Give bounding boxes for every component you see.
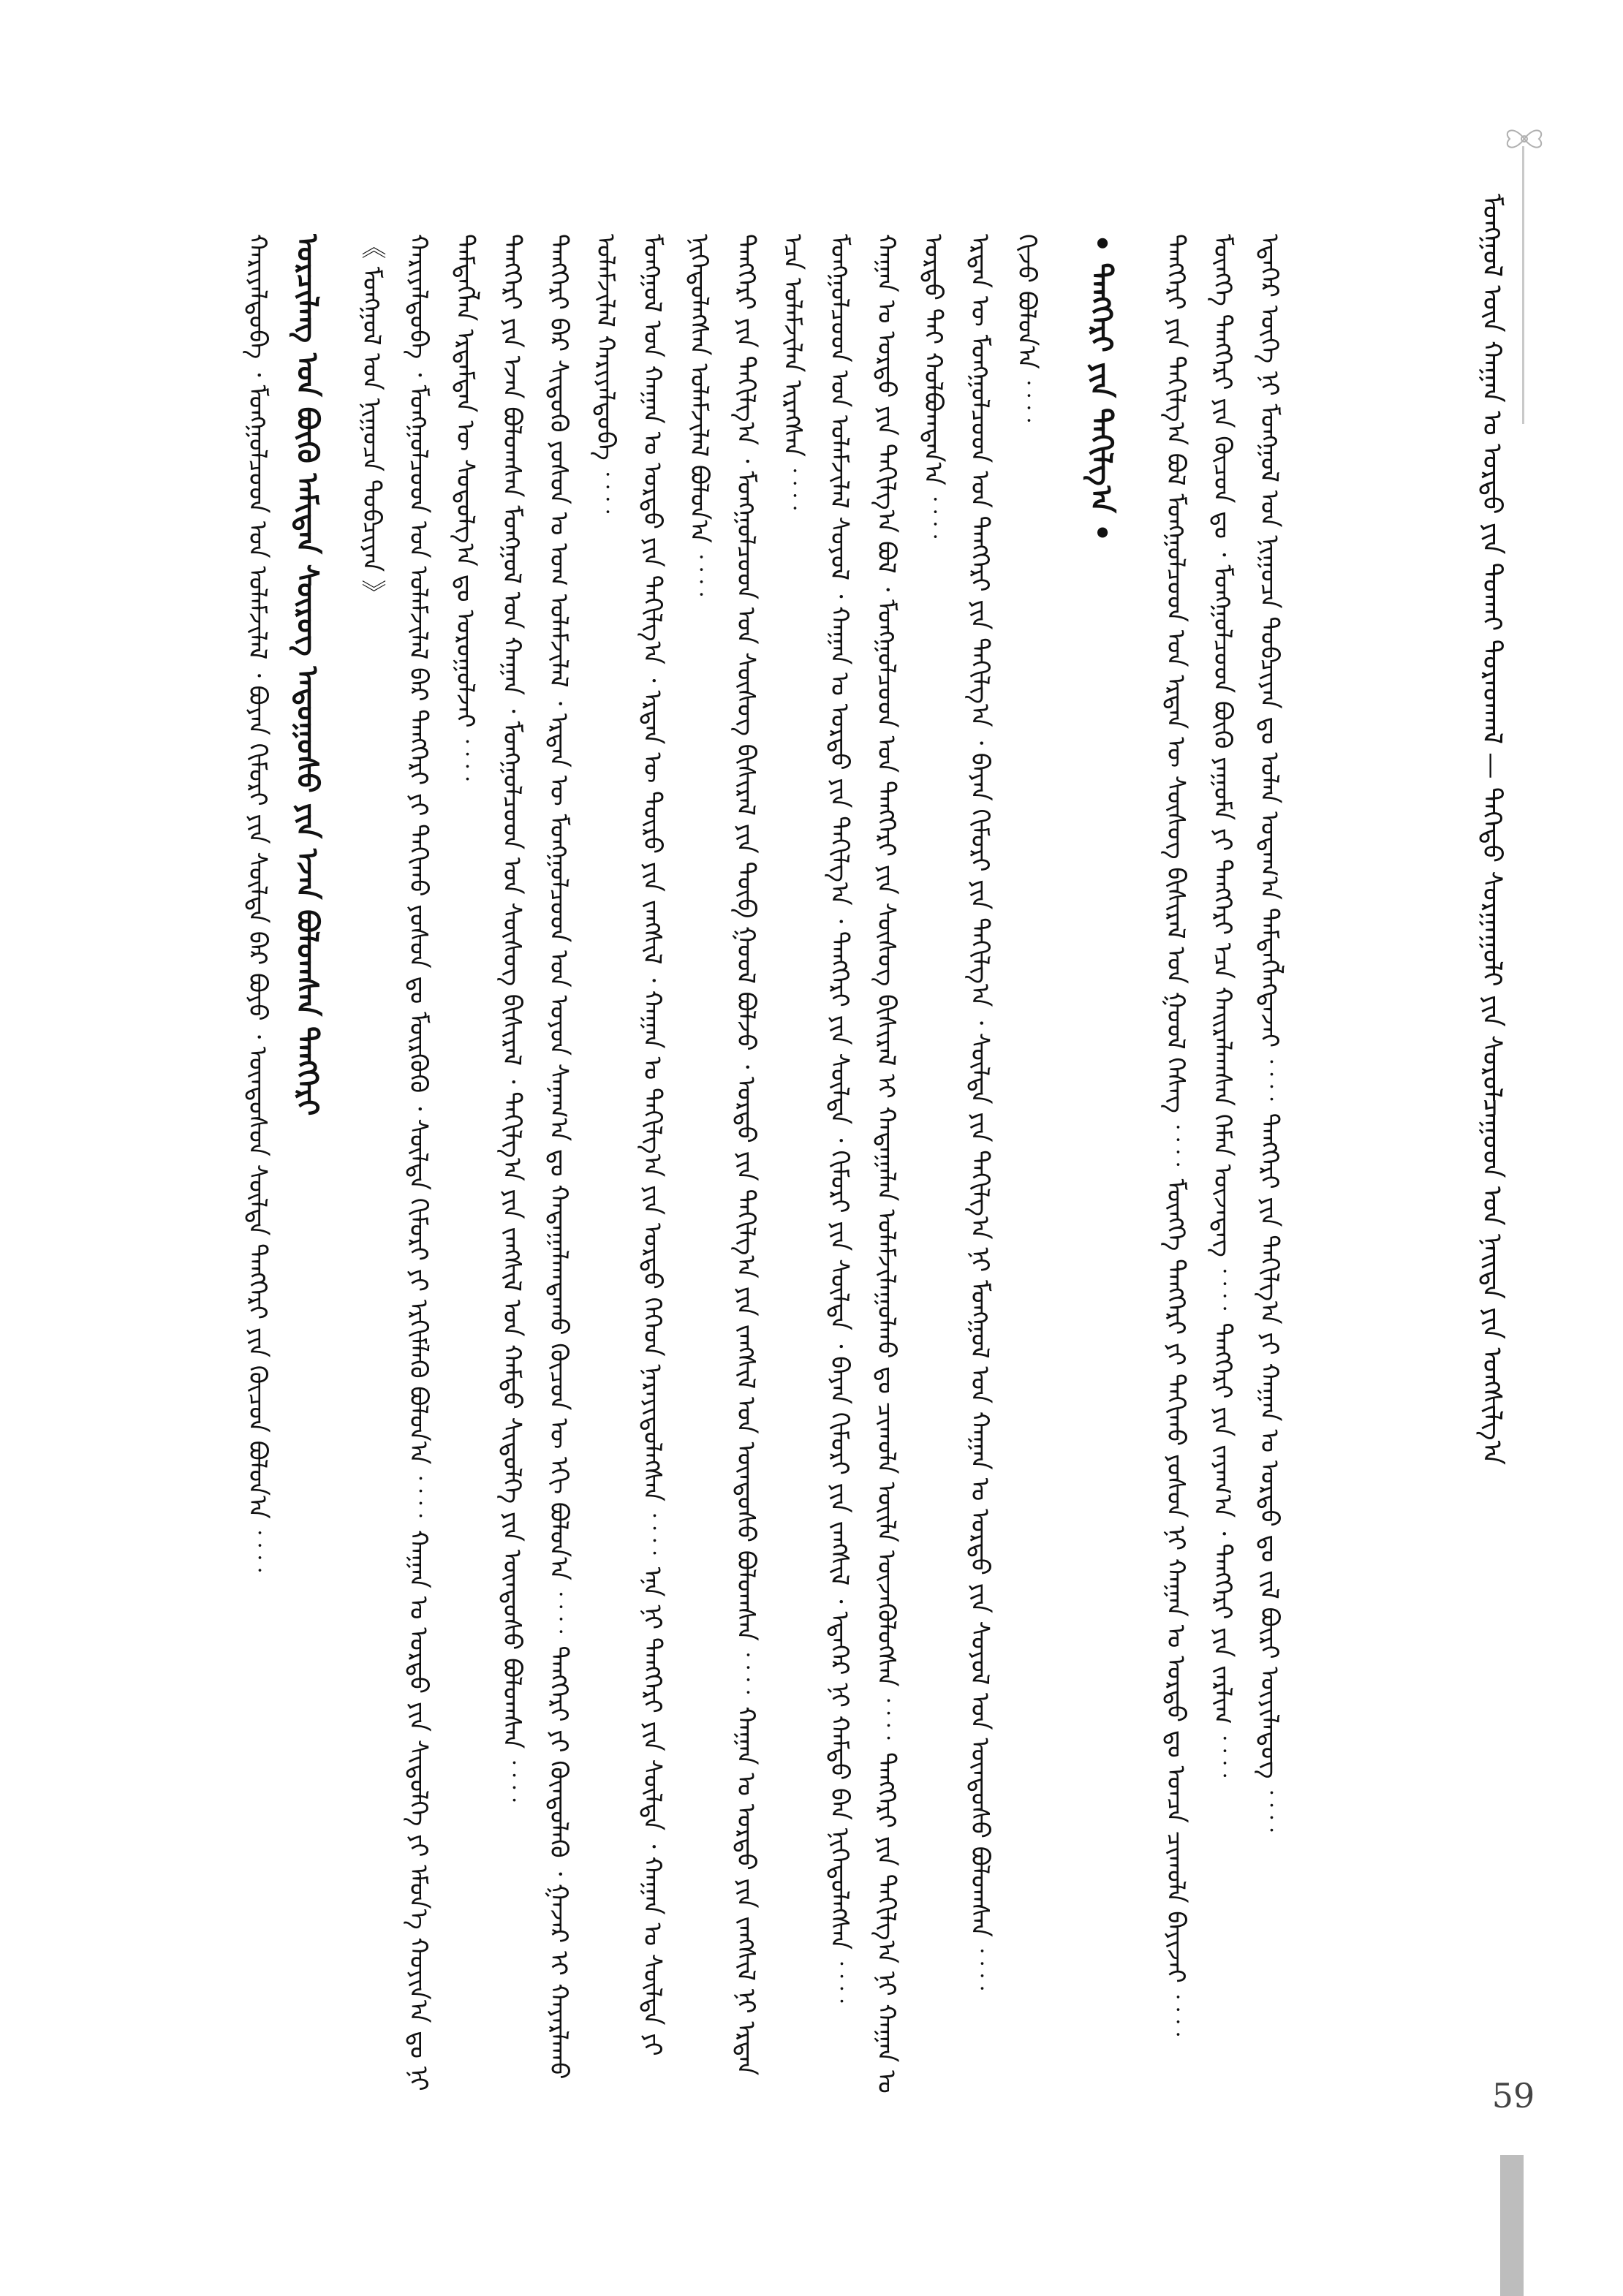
body-text [234, 234, 1331, 2105]
quote-source: 《 ᠮᠣᠩᠭᠣᠯ ᠤᠨ ᠨᠢᠭᠤᠴᠠ ᠲᠣᠪᠴᠢᠶᠠᠨ 》 [357, 234, 386, 605]
page-number: 59 [1491, 2076, 1535, 2115]
closing-line: ᠬᠢᠵᠦ ᠪᠣᠯᠤᠨ᠎ᠠ ︰︰ [1012, 234, 1041, 427]
thumb-tab [1500, 2155, 1524, 2296]
quote-line: ᠣᠷᠴᠢᠯᠠᠩ ᠤᠨ ᠪᠦᠬᠦ ᠠᠮᠢᠲᠠᠨ ᠰᠦᠷᠦᠭ ᠠᠳᠤᠭᠤᠰᠤ ᠶᠢᠨ ᠡᠵᠡᠨ ᠪᠣᠯᠤᠭᠰᠠᠨ ᠲᠡᠩᠭᠡᠷᠢ [290, 234, 325, 1116]
text-column: ᠮᠣᠩᠭᠣᠯ ᠤᠨ ᠬᠠᠭᠠᠨ ᠤ ᠣᠷᠳᠣ ᠶᠢᠨ ᠲᠠᠬᠢᠯᠭ᠎ᠠ ᠂ ᠡᠷᠲᠡᠨ ᠦ ᠲᠦᠷᠦ ᠶᠢᠨ ᠵᠠᠩᠰᠢᠯ ᠂ ᠬᠠᠭᠠᠨ ᠤ ᠲᠠᠬᠢᠯᠭ᠎ᠠ ᠶᠢᠨ ᠣᠷᠳᠣ ᠬᠡᠭᠡᠳ ᠨᠡᠷᠡᠶᠢᠳᠦᠯᠡᠭᠰᠡᠨ ︰︰ ᠡᠨᠡ ᠨᠢ ᠲᠡᠩᠭᠡᠷᠢ ᠶᠢᠨ ᠰᠦᠯᠳᠡ ᠂ ᠬᠠᠭᠠᠨ ᠤ ᠰᠦᠯᠳᠡ ᠶᠢ ᠨᠢᠭᠡᠳᠦᠯᠡᠭᠰᠡᠨ ᠤᠯᠠᠮᠵᠢᠯᠠᠯ ᠪᠣᠯᠤᠨ᠎ᠠ ︰︰ [638, 234, 714, 2056]
text-column: ᠡᠷᠲᠡᠨ ᠦ ᠮᠣᠩᠭᠣᠯᠴᠤᠳ ᠤᠨ ᠲᠡᠩᠭᠡᠷᠢ ᠶᠢᠨ ᠲᠠᠬᠢᠯᠭ᠎ᠠ ᠂ ᠪᠠᠶᠠᠨ ᠬᠢᠮᠤᠷᠢ ᠶᠢᠨ ᠲᠠᠬᠢᠯᠭ᠎ᠠ ᠂ ᠰᠦᠯᠳᠡ ᠶᠢᠨ ᠲᠠᠬᠢᠯᠭ᠎ᠠ ᠨᠢ ᠮᠣᠩᠭᠣᠯ ᠤᠨ ᠬᠠᠭᠠᠨ ᠤ ᠣᠷᠳᠣ ᠶᠢᠨ ᠰᠣᠶᠣᠯ ᠤᠨ ᠦᠨᠳᠦᠰᠦ ᠪᠣᠯᠤᠭᠰᠠᠨ ︰︰ [965, 234, 994, 1995]
header-rule [1522, 146, 1524, 424]
text-column: ᠬᠠᠭᠠᠨ ᠤ ᠣᠷᠳᠣ ᠶᠢᠨ ᠲᠠᠬᠢᠯᠭ᠎ᠠ ᠪᠣᠯ ᠂ ᠮᠣᠩᠭᠣᠯᠴᠤᠳ ᠤᠨ ᠲᠡᠩᠭᠡᠷᠢ ᠶᠢᠨ ᠰᠦᠰᠦᠭ ᠪᠢᠰᠢᠷᠡᠯ ᠢ ᠬᠠᠳᠠᠭᠠᠯᠠᠨ ᠤᠯᠠᠮᠵᠢᠯᠠᠭᠤᠯᠬᠤ ᠳᠤ ᠴᠢᠬᠤᠯᠠ ᠦᠢᠯᠡ ᠦᠵᠡᠭᠦᠯᠦᠭᠰᠡᠨ ︰︰ ᠲᠡᠩᠭᠡᠷᠢ ᠶᠢᠨ ᠲᠠᠬᠢᠯᠭ᠎ᠠ ᠨᠢ ᠬᠠᠭᠠᠨ ᠤ ᠣᠷᠳᠣ ᠲᠠᠢ ᠬᠣᠯᠪᠣᠭᠳᠠᠨ᠎ᠠ ︰︰ [871, 234, 947, 2094]
text-column: ᠮᠣᠩᠭᠣᠯᠴᠤᠳ ᠤᠨ ᠤᠯᠠᠮᠵᠢᠯᠠᠯ ᠰᠣᠶᠣᠯ ᠂ ᠬᠠᠭᠠᠨ ᠤ ᠣᠷᠳᠣ ᠶᠢᠨ ᠲᠠᠬᠢᠯᠭ᠎ᠠ ᠂ ᠲᠡᠩᠭᠡᠷᠢ ᠶᠢᠨ ᠰᠦᠯᠳᠡ ᠂ ᠬᠢᠮᠤᠷᠢ ᠶᠢᠨ ᠰᠦᠯᠳᠡ ᠂ ᠪᠠᠶᠠᠨ ᠬᠢᠮᠤᠷᠢ ᠶᠢᠨ ᠵᠠᠩᠰᠢᠯ ᠂ ᠡᠳᠡᠭᠡᠷ ᠨᠢ ᠬᠠᠮᠲᠤ ᠪᠠᠨ ᠨᠢᠭᠡᠳᠦᠯᠡᠭᠰᠡᠨ ︰︰ [825, 234, 854, 2007]
text-column: ᠲᠡᠩᠭᠡᠷᠢ ᠶᠢᠨ ᠡᠵᠡᠨ ᠪᠣᠯᠤᠭᠰᠠᠨ ᠮᠣᠩᠭᠣᠯ ᠤᠨ ᠬᠠᠭᠠᠨ ᠂ ᠮᠣᠩᠭᠣᠯᠴᠤᠳ ᠤᠨ ᠰᠦᠰᠦᠭ ᠪᠢᠰᠢᠷᠡᠯ ᠂ ᠲᠠᠬᠢᠯᠭ᠎ᠠ ᠶᠢᠨ ᠵᠠᠩᠰᠢᠯ ᠤᠨ ᠬᠠᠮᠲᠤ ᠰᠢᠲᠦᠯᠭᠡ ᠶᠢᠨ ᠦᠨᠳᠦᠰᠦ ᠪᠣᠯᠤᠭᠰᠠᠨ ︰︰ [497, 234, 526, 1807]
text-column: ᠡᠳᠡᠭᠡᠷ ᠦᠭᠡ ᠨᠢ ᠮᠣᠩᠭᠣᠯ ᠤᠨ ᠨᠢᠭᠤᠴᠠ ᠲᠣᠪᠴᠢᠶᠠᠨ ᠳᠤ ᠣᠯᠠᠨ ᠤᠳᠠᠭ᠎ᠠ ᠲᠡᠮᠳᠡᠭᠯᠡᠭᠳᠡᠵᠡᠢ ︰︰ ᠲᠡᠩᠭᠡᠷᠢ ᠶᠢᠨ ᠲᠠᠬᠢᠯᠭ᠎ᠠ ᠶᠢ ᠬᠠᠭᠠᠨ ᠤ ᠣᠷᠳᠣ ᠳᠤ ᠵᠢᠯ ᠪᠦᠷᠢ ᠦᠶᠢᠯᠡᠳᠦᠭ ︰︰ [1255, 234, 1284, 1837]
text-column: ᠲᠡᠩᠭᠡᠷᠢ ᠪᠠᠷ ᠰᠢᠲᠦᠬᠦ ᠶᠣᠰᠤᠨ ᠤ ᠤᠭ ᠤᠯᠠᠮᠵᠢᠯᠠᠯ ᠂ ᠡᠷᠲᠡᠨ ᠦ ᠮᠣᠩᠭᠣᠯᠴᠤᠳ ᠤᠨ ᠣᠶᠤᠨ ᠰᠠᠨᠠᠭ᠎ᠠ ᠳᠤ ᠬᠠᠳᠠᠭᠠᠯᠠᠭᠳᠠᠬᠤ ᠬᠦᠴᠦᠨ ᠦ ᠡᠬᠢ ᠪᠣᠯᠤᠨ᠎ᠠ ︰︰ ᠲᠡᠩᠭᠡᠷᠢ ᠶᠢ ᠬᠦᠨᠳᠦᠯᠡᠬᠦ ᠂ ᠭᠠᠵᠠᠷ ᠢ ᠬᠠᠶᠠᠷᠯᠠᠬᠤ ᠤᠯᠠᠮᠵᠢᠯᠠᠯ ᠬᠠᠷᠢᠶᠠᠯᠳᠤᠪᠠ ︰︰ [544, 234, 620, 2080]
text-column: ᠲᠡᠩᠭᠡᠷᠢ ᠶᠢᠨ ᠲᠠᠬᠢᠯᠭ᠎ᠠ ᠪᠣᠯ ᠮᠣᠩᠭᠣᠯᠴᠤᠳ ᠤᠨ ᠡᠷᠲᠡᠨ ᠦ ᠰᠦᠰᠦᠭ ᠪᠢᠰᠢᠷᠡᠯ ᠤᠨ ᠭᠣᠣᠯ ᠬᠡᠰᠡᠭ ︰︰ ᠮᠥᠩᠬᠡ ᠲᠡᠩᠭᠡᠷᠢ ᠶᠢ ᠲᠠᠬᠢᠬᠤ ᠶᠣᠰᠤᠨ ᠨᠢ ᠬᠠᠭᠠᠨ ᠤ ᠣᠷᠳᠣ ᠳᠤ ᠣᠨᠴᠠ ᠴᠢᠬᠤᠯᠠ ᠪᠠᠶᠢᠵᠠᠢ ︰︰ [1161, 234, 1190, 2041]
text-column: ᠬᠠᠷᠢᠶᠠᠯᠳᠤᠪᠠ ᠂ ᠮᠣᠩᠭᠣᠯᠴᠤᠳ ᠤᠨ ᠤᠯᠠᠮᠵᠢᠯᠠᠯ ᠪᠠᠷ ᠲᠡᠩᠭᠡᠷᠢ ᠶᠢ ᠲᠠᠬᠢᠬᠤ ᠶᠣᠰᠤᠨ ᠳᠤ ᠮᠦᠷᠭᠦᠬᠦ ᠂ ᠰᠦᠯᠳᠡ ᠬᠢᠮᠤᠷᠢ ᠶᠢ ᠡᠷᠬᠢᠮᠯᠡᠬᠦ ᠪᠣᠯᠤᠨ᠎ᠠ ︰︰ ᠬᠠᠭᠠᠨ ᠤ ᠣᠷᠳᠣ ᠶᠢᠨ ᠰᠢᠲᠦᠯᠭᠡ ᠶᠢ ᠡᠮᠦᠨ᠎ᠡ ᠬᠣᠶᠢᠨ᠎ᠠ ᠳᠤ ᠨᠢ ᠲᠡᠮᠳᠡᠭᠯᠡᠨ ᠡᠷᠳᠡᠮᠲᠡᠨ ᠦ ᠰᠤᠳᠤᠯᠭ᠎ᠠ ᠳᠤ ᠣᠷᠣᠭᠤᠯᠵᠠᠢ ︰︰ [404, 234, 480, 2091]
running-header: ᠮᠣᠩᠭᠣᠯ ᠦᠨ ᠬᠠᠭᠠᠨ ᠤ ᠣᠷᠳᠣ ᠶᠢᠨ ᠲᠤᠬᠠᠢ ᠳᠤᠷᠠᠳᠬᠠᠯ — ᠳᠡᠭᠡᠳᠦ ᠰᠤᠷᠭᠠᠭᠤᠯᠢ ᠶᠢᠨ ᠰᠤᠷᠤᠯᠴᠠᠭᠤᠳ ᠤᠨ ᠨᠡᠢᠲᠡ ᠶᠢᠨ ᠤᠩᠰᠢᠯᠭ᠎ᠠ [1477, 194, 1507, 1466]
flourish-ornament-icon [1499, 117, 1550, 161]
section-heading: • ᠲᠡᠩᠭᠡᠷᠢ ᠶᠢᠨ ᠲᠠᠬᠢᠯᠭ᠎ᠠ • [1084, 234, 1119, 542]
text-column: ᠮᠥᠩᠬᠡ ᠲᠡᠩᠭᠡᠷᠢ ᠶᠢᠨ ᠬᠦᠴᠦᠨ ᠳᠤ ᠂ ᠮᠣᠩᠭᠣᠯᠴᠤᠳ ᠪᠦᠬᠦ ᠶᠠᠭᠤᠮᠠ ᠶᠢ ᠲᠡᠩᠭᠡᠷᠢ ᠡᠴᠡ ᠬᠠᠢᠷᠠᠯᠠᠭᠰᠠᠨ ᠬᠡᠮᠡᠨ ᠦᠵᠡᠳᠡᠭ ︰︰ ᠲᠡᠩᠭᠡᠷᠢ ᠶᠢᠨ ᠵᠠᠶᠠᠭ᠎ᠠ ᠂ ᠲᠡᠩᠭᠡᠷᠢ ᠶᠢᠨ ᠵᠠᠷᠯᠢᠭ ︰︰ [1208, 234, 1237, 1782]
text-column: ᠬᠠᠷᠢᠶᠠᠯᠳᠤᠪᠠ ᠂ ᠮᠣᠩᠭᠣᠯᠴᠤᠳ ᠤᠨ ᠤᠯᠠᠮᠵᠢᠯᠠᠯ ᠂ ᠪᠤᠶᠠᠨ ᠬᠢᠮᠤᠷᠢ ᠶᠢᠨ ᠰᠦᠯᠳᠡ ᠪᠠᠷ ᠪᠤᠶᠤ ᠂ ᠦᠨᠳᠦᠰᠦᠨ ᠰᠦᠯᠳᠡ ᠲᠡᠩᠭᠡᠷᠢ ᠶᠢᠨ ᠬᠦᠴᠦᠨ ᠪᠣᠯᠤᠨ᠎ᠠ ︰︰ [243, 234, 272, 1577]
text-column: ᠲᠡᠩᠭᠡᠷᠢ ᠶᠢᠨ ᠲᠠᠬᠢᠯᠭ᠎ᠠ ᠂ ᠮᠣᠩᠭᠣᠯᠴᠤᠳ ᠤᠨ ᠰᠦᠰᠦᠭ ᠪᠢᠰᠢᠷᠡᠯ ᠶᠢᠨ ᠲᠦᠪ ᠭᠣᠣᠯ ᠪᠣᠯᠵᠤ ᠂ ᠣᠷᠳᠣ ᠶᠢᠨ ᠲᠠᠬᠢᠯᠭ᠎ᠠ ᠶᠢᠨ ᠵᠠᠩᠰᠢᠯ ᠤᠨ ᠦᠨᠳᠦᠰᠦ ᠪᠣᠯᠤᠭᠰᠠᠨ ︰︰ ᠬᠠᠭᠠᠨ ᠤ ᠣᠷᠳᠣ ᠶᠢᠨ ᠵᠠᠩᠰᠢᠯ ᠨᠢ ᠡᠷᠲᠡᠨ ᠡᠴᠡ ᠤᠯᠠᠮᠵᠢᠯᠠᠨ ᠢᠷᠡᠭᠰᠡᠨ ︰︰ [731, 234, 807, 2076]
